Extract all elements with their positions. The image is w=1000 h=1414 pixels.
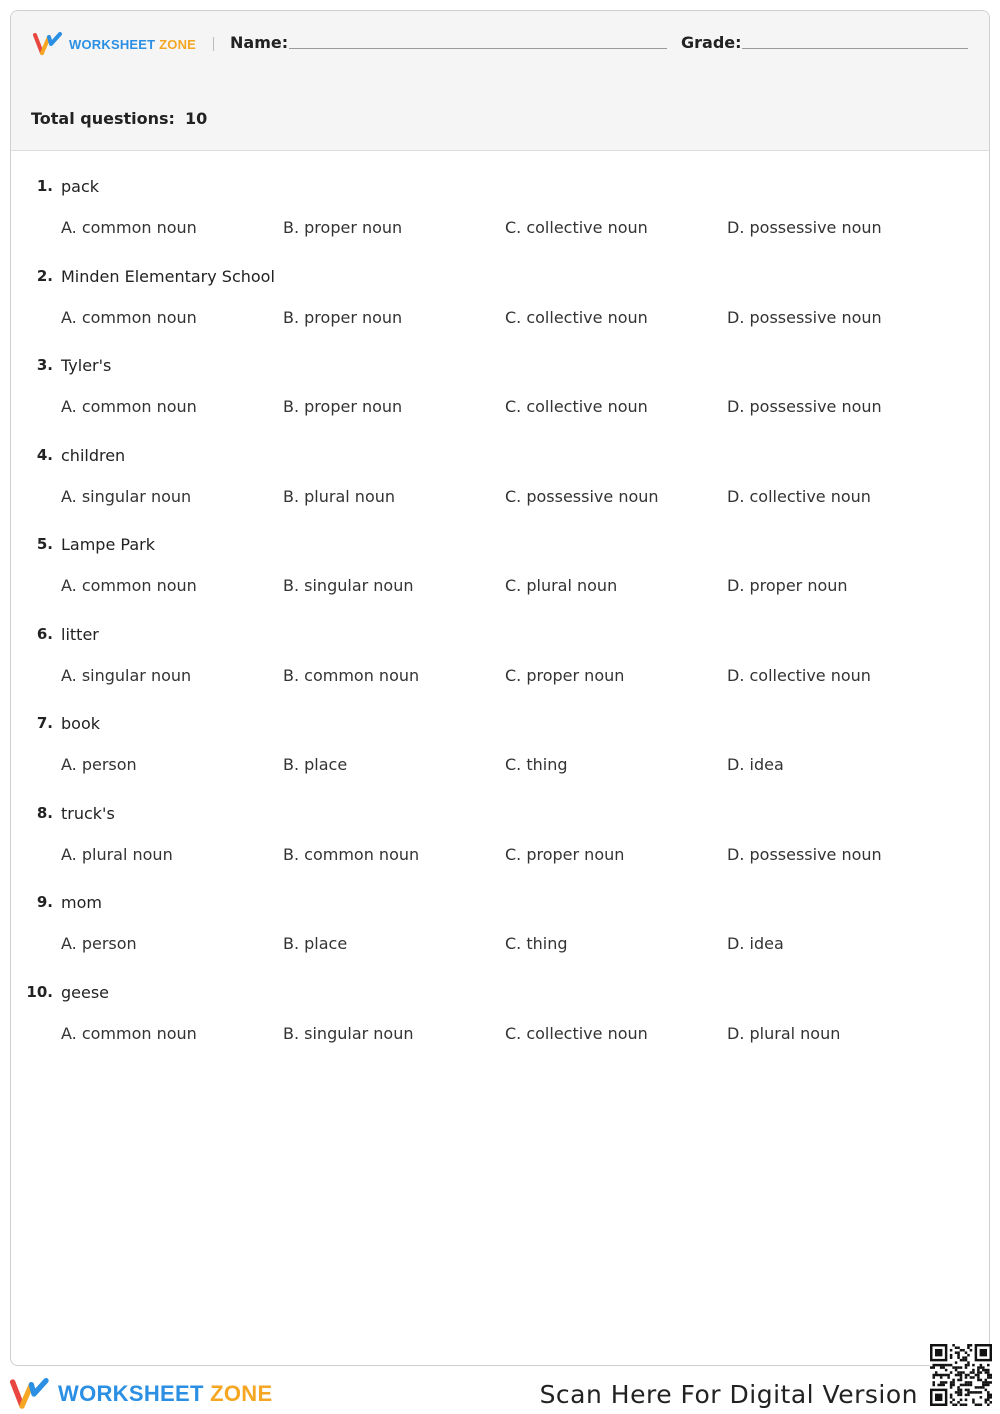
answer-option-c[interactable]: C. collective noun xyxy=(505,397,648,416)
question-text: geese xyxy=(61,982,110,1002)
answer-option-c[interactable]: C. collective noun xyxy=(505,218,648,237)
question-item xyxy=(11,879,991,969)
question-text: mom xyxy=(61,893,102,912)
question-text: truck's xyxy=(61,803,115,823)
answer-option-b[interactable]: B. place xyxy=(283,934,348,953)
answer-option-a[interactable]: A. common noun xyxy=(61,1023,197,1043)
question-item xyxy=(11,700,991,790)
name-label: Name: xyxy=(230,33,289,52)
worksheet-zone-logo-icon xyxy=(33,32,63,56)
question-number: 7. xyxy=(36,714,53,732)
answer-option-d[interactable]: D. possessive noun xyxy=(727,397,882,416)
answer-option-b[interactable]: B. place xyxy=(283,755,348,774)
answer-option-b[interactable]: B. proper noun xyxy=(283,397,403,416)
brand-logo xyxy=(33,31,196,57)
answer-option-d[interactable]: D. possessive noun xyxy=(727,218,882,237)
answer-option-c[interactable]: C. plural noun xyxy=(505,576,618,595)
question-text: book xyxy=(61,714,100,733)
answer-option-a[interactable]: A. person xyxy=(61,934,137,953)
footer-brand-name: WORKSHEET ZONE xyxy=(58,1381,273,1406)
question-item xyxy=(11,432,991,522)
answer-option-b[interactable]: B. proper noun xyxy=(283,218,403,237)
worksheet-sheet xyxy=(10,10,990,1366)
header-separator xyxy=(213,37,214,51)
answer-option-c[interactable]: C. collective noun xyxy=(505,1023,648,1043)
question-text: Tyler's xyxy=(61,356,112,375)
scan-here-text: Scan Here For Digital Version xyxy=(539,1380,918,1409)
question-list xyxy=(11,163,991,1058)
question-item xyxy=(11,163,991,253)
question-number: 10. xyxy=(26,982,53,1001)
answer-option-c[interactable]: C. thing xyxy=(505,755,568,774)
answer-option-c[interactable]: C. thing xyxy=(505,934,568,953)
answer-option-b[interactable]: B. plural noun xyxy=(283,486,396,506)
question-text: pack xyxy=(61,177,100,196)
answer-option-d[interactable]: D. collective noun xyxy=(727,665,871,685)
answer-option-b[interactable]: B. singular noun xyxy=(283,1023,414,1043)
answer-option-b[interactable]: B. proper noun xyxy=(283,307,403,327)
answer-option-b[interactable]: B. singular noun xyxy=(283,576,414,595)
question-text: children xyxy=(61,445,126,465)
answer-option-b[interactable]: B. common noun xyxy=(283,665,420,685)
question-number: 4. xyxy=(36,445,53,464)
answer-option-c[interactable]: C. collective noun xyxy=(505,307,648,327)
answer-option-c[interactable]: C. proper noun xyxy=(505,844,625,864)
answer-option-a[interactable]: A. person xyxy=(61,755,137,774)
question-number: 3. xyxy=(36,356,53,374)
qr-code-icon[interactable] xyxy=(930,1344,992,1406)
question-number: 8. xyxy=(36,803,53,822)
worksheet-zone-logo-icon xyxy=(10,1378,50,1410)
question-number: 9. xyxy=(36,893,53,911)
question-number: 1. xyxy=(36,177,53,195)
answer-option-d[interactable]: D. plural noun xyxy=(727,1023,841,1043)
answer-option-c[interactable]: C. proper noun xyxy=(505,665,625,685)
answer-option-a[interactable]: A. plural noun xyxy=(61,844,173,864)
answer-option-a[interactable]: A. singular noun xyxy=(61,665,192,685)
answer-option-a[interactable]: A. common noun xyxy=(61,576,197,595)
answer-option-a[interactable]: A. singular noun xyxy=(61,486,192,506)
question-item xyxy=(11,790,991,880)
question-text: Minden Elementary School xyxy=(61,266,275,286)
answer-option-b[interactable]: B. common noun xyxy=(283,844,420,864)
total-questions: Total questions: 10 xyxy=(31,109,208,128)
answer-option-d[interactable]: D. proper noun xyxy=(727,576,848,595)
question-number: 5. xyxy=(36,535,53,553)
question-text: Lampe Park xyxy=(61,535,155,554)
answer-option-c[interactable]: C. possessive noun xyxy=(505,486,659,506)
brand-name: WORKSHEET ZONE xyxy=(69,36,197,52)
grade-field[interactable] xyxy=(742,48,968,49)
answer-option-a[interactable]: A. common noun xyxy=(61,397,197,416)
question-item xyxy=(11,342,991,432)
answer-option-d[interactable]: D. idea xyxy=(727,755,784,774)
question-item xyxy=(11,611,991,701)
name-field[interactable] xyxy=(289,48,667,49)
grade-label: Grade: xyxy=(681,33,742,52)
answer-option-a[interactable]: A. common noun xyxy=(61,307,197,327)
answer-option-d[interactable]: D. possessive noun xyxy=(727,844,882,864)
question-item xyxy=(11,253,991,343)
answer-option-d[interactable]: D. collective noun xyxy=(727,486,871,506)
question-item xyxy=(11,969,991,1059)
question-number: 6. xyxy=(36,624,53,643)
answer-option-a[interactable]: A. common noun xyxy=(61,218,197,237)
worksheet-header xyxy=(11,11,989,151)
question-number: 2. xyxy=(36,266,53,285)
answer-option-d[interactable]: D. idea xyxy=(727,934,784,953)
question-text: litter xyxy=(61,624,99,644)
answer-option-d[interactable]: D. possessive noun xyxy=(727,307,882,327)
question-item xyxy=(11,521,991,611)
footer-brand-logo xyxy=(10,1376,272,1412)
